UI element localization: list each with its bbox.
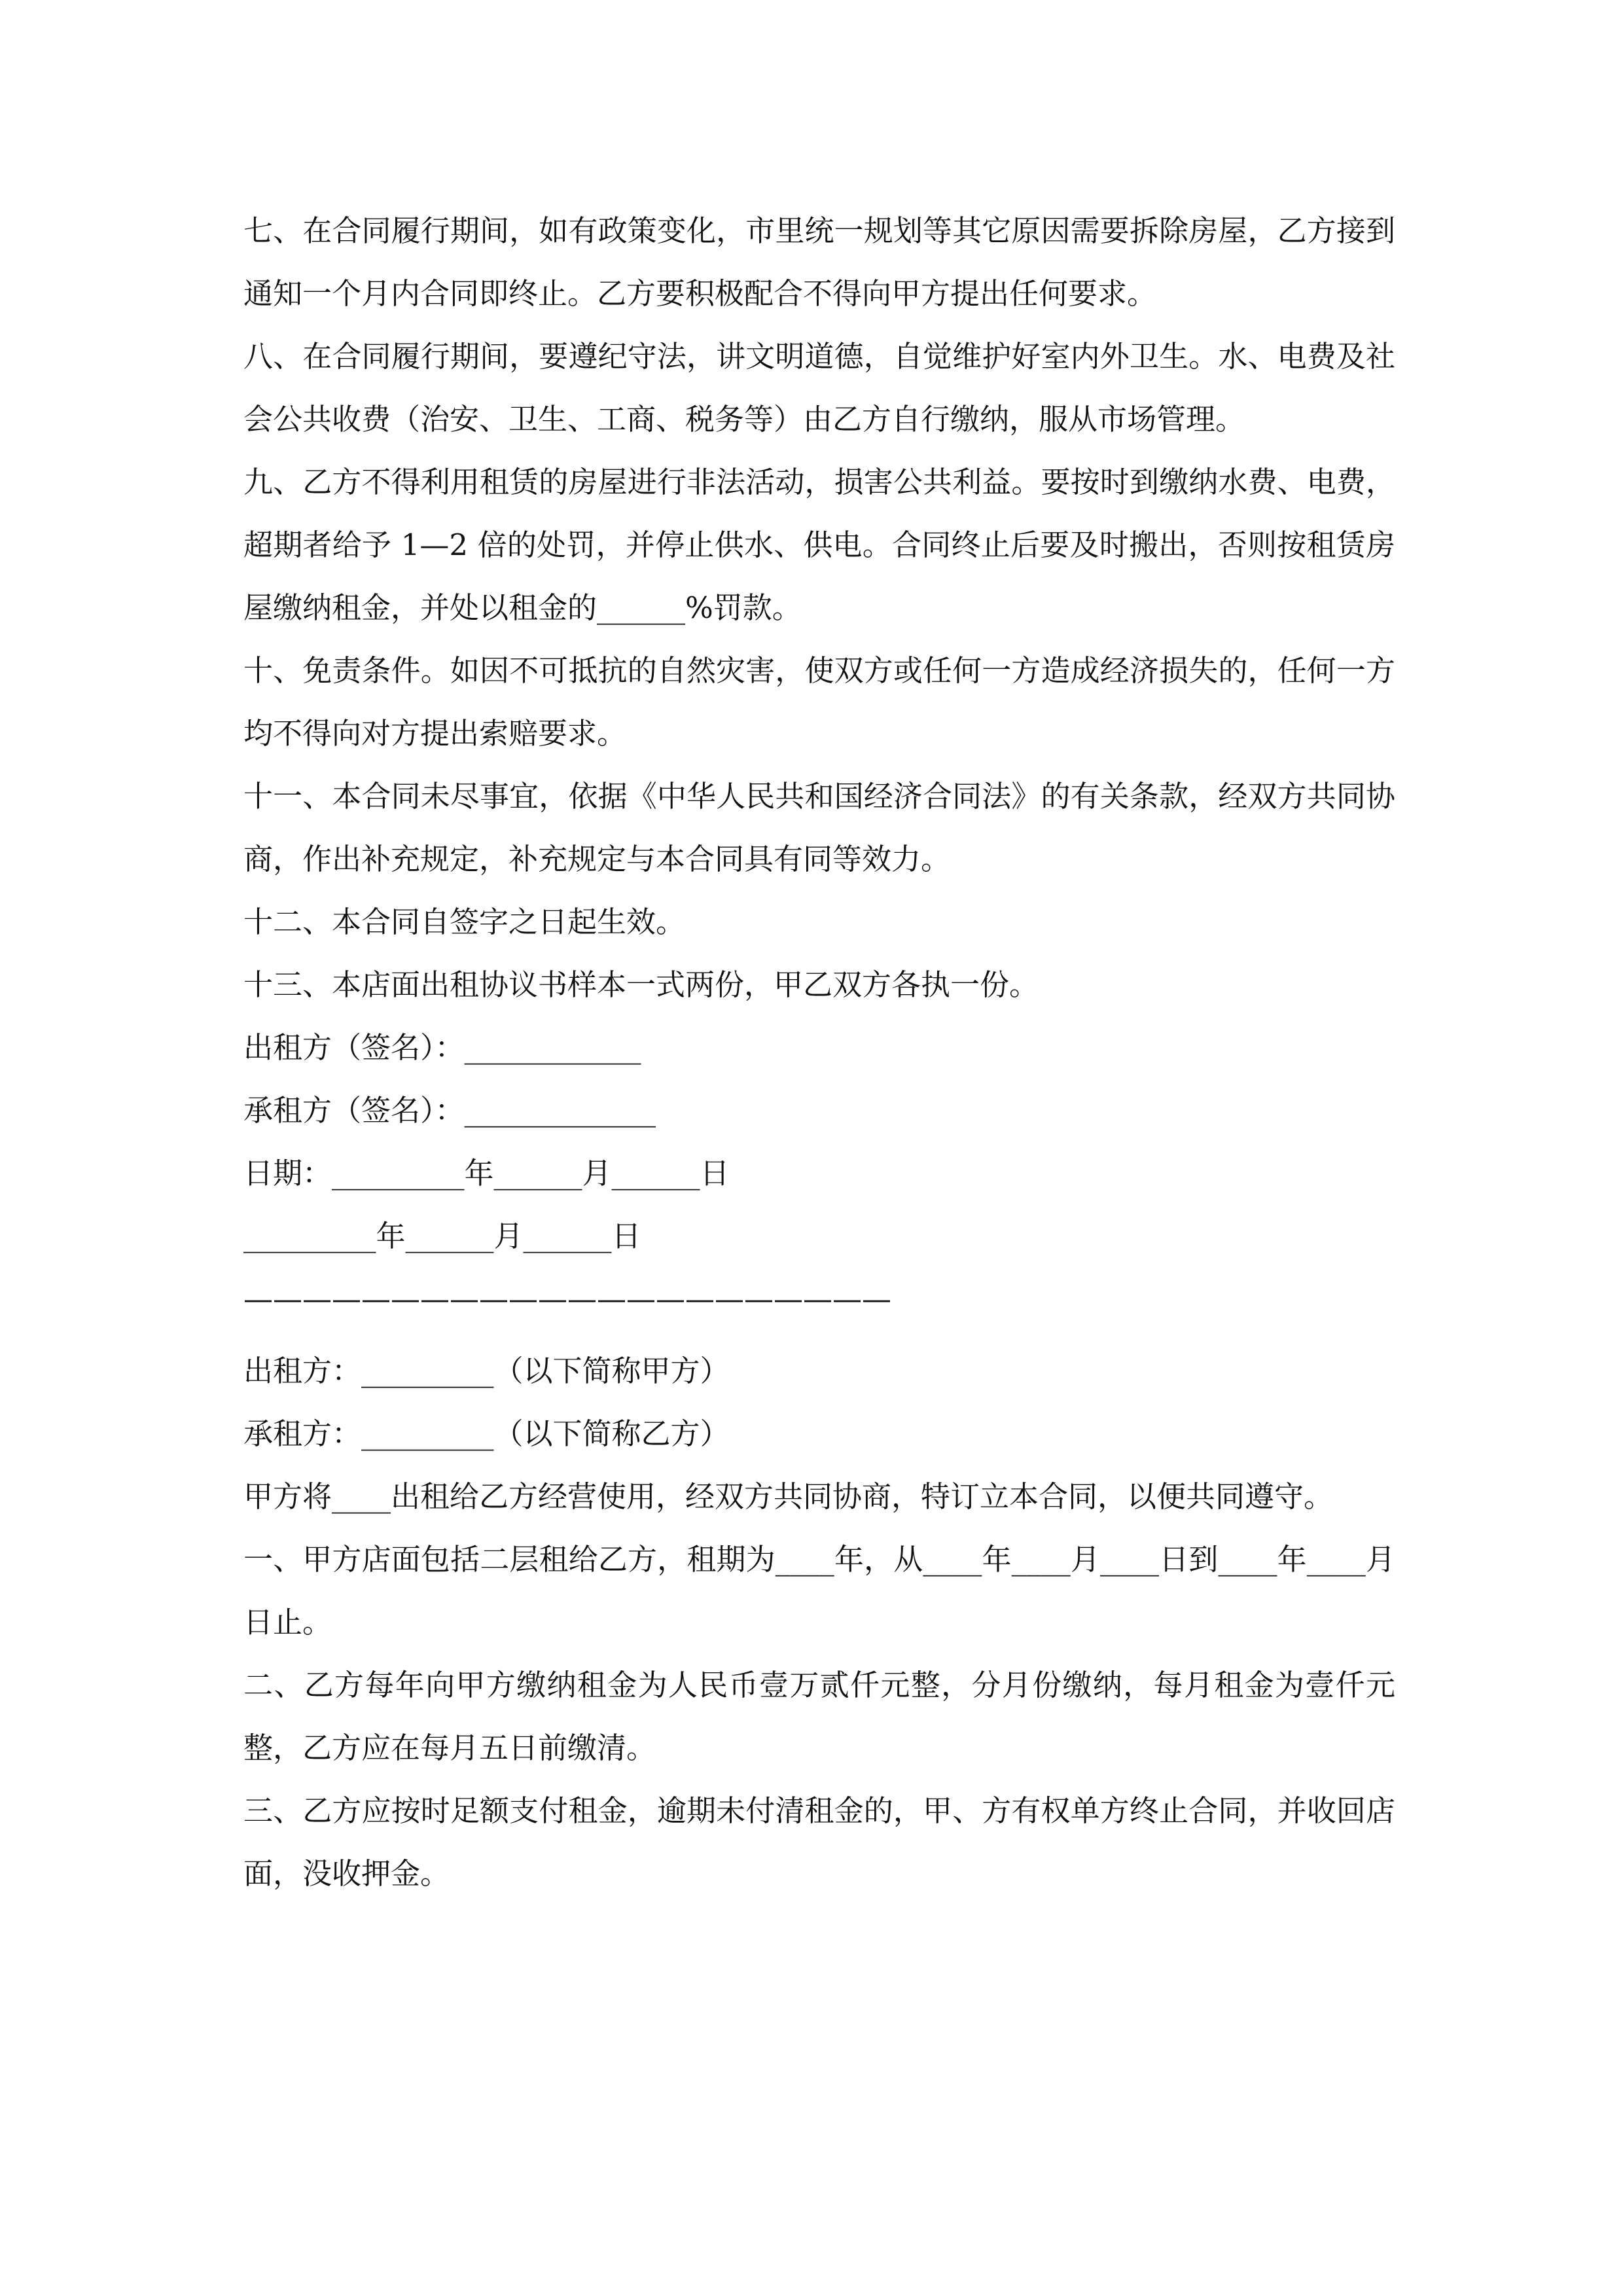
lessor-signature-line: 出租方（签名）：____________ — [243, 1030, 641, 1065]
lessee-signature-line: 承租方（签名）：_____________ — [243, 1093, 656, 1128]
date-line: 日期：_________年______月______日 — [243, 1156, 730, 1191]
clause-8: 八、在合同履行期间，要遵纪守法，讲文明道德，自觉维护好室内外卫生。水、电费及社会公共收费（治安、卫生、工商、税务等）由乙方自行缴纳，服从市场管理。 — [243, 339, 1395, 437]
document-body — [243, 200, 1395, 1905]
clause-12: 十二、本合同自签字之日起生效。 — [243, 905, 686, 939]
clause-13: 十三、本店面出租协议书样本一式两份，甲乙双方各执一份。 — [243, 967, 1039, 1002]
clause-7: 七、在合同履行期间，如有政策变化，市里统一规划等其它原因需要拆除房屋，乙方接到通知一个月内合同即终止。乙方要积极配合不得向甲方提出任何要求。 — [243, 213, 1395, 311]
contract2-intro: 甲方将____出租给乙方经营使用，经双方共同协商，特订立本合同，以便共同遵守。 — [243, 1479, 1334, 1514]
clause-10: 十、免责条件。如因不可抵抗的自然灾害，使双方或任何一方造成经济损失的，任何一方均不得向对方提出索赔要求。 — [243, 653, 1395, 751]
contract2-clause-1: 一、甲方店面包括二层租给乙方，租期为____年，从____年____月____日到____年____月日止。 — [243, 1542, 1395, 1640]
clause-9: 九、乙方不得利用租赁的房屋进行非法活动，损害公共利益。要按时到缴纳水费、电费，超期者给予 1—2 倍的处罚，并停止供水、供电。合同终止后要及时搬出，否则按租赁房屋缴纳租金，并处以租金的______%罚款。 — [243, 465, 1395, 625]
contract2-clause-3: 三、乙方应按时足额支付租金，逾期未付清租金的，甲、方有权单方终止合同，并收回店面，没收押金。 — [243, 1793, 1395, 1891]
section-spacer — [243, 1331, 1395, 1340]
date-line-2: _________年______月______日 — [243, 1219, 641, 1253]
contract2-clause-2: 二、乙方每年向甲方缴纳租金为人民币壹万贰仟元整，分月份缴纳，每月租金为壹仟元整，乙方应在每月五日前缴清。 — [243, 1668, 1395, 1765]
separator-line: —————————————————————— — [243, 1282, 891, 1316]
contract2-lessee: 承租方：_________（以下简称乙方） — [243, 1416, 730, 1451]
clause-11: 十一、本合同未尽事宜，依据《中华人民共和国经济合同法》的有关条款，经双方共同协商，作出补充规定，补充规定与本合同具有同等效力。 — [243, 779, 1395, 876]
contract2-lessor: 出租方：_________（以下简称甲方） — [243, 1354, 730, 1388]
